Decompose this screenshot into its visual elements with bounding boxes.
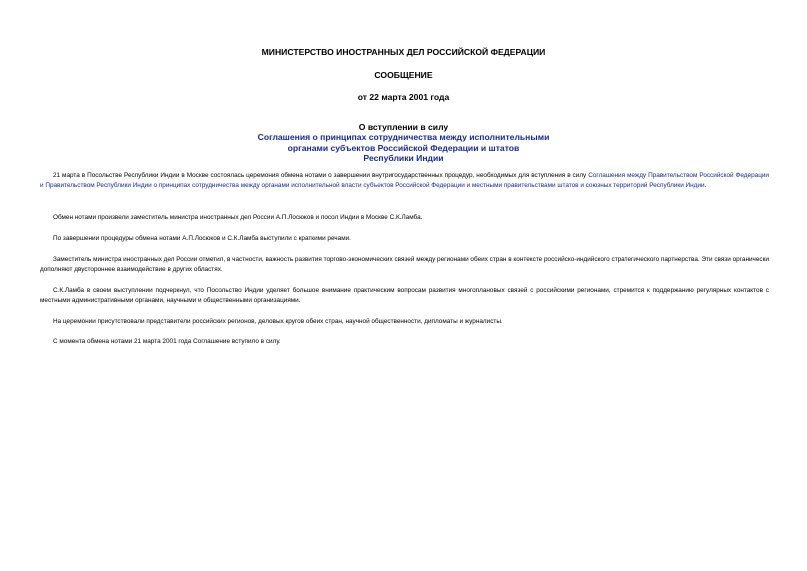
document-body-2 [40, 213, 769, 223]
subtitle-line-1: Соглашения о принципах сотрудничества между исполнительными [257, 132, 550, 142]
paragraph-6: На церемонии присутствовали представители российских регионов, деловых кругов обеих стран, научной общественности, дипломаты и журналисты. [53, 318, 503, 325]
document-body-5 [40, 286, 769, 306]
document-date: от 22 марта 2001 года [357, 92, 450, 102]
paragraph-4: Заместитель министра иностранных дел России отметил, в частности, важность развития торгово-экономических связей между регионами обеих стран в контексте российско-индийского стратегического партнерства. Эти связи органически дополняют двустороннее взаимодействие в других областях. [40, 256, 769, 273]
subtitle-line-3: Республики Индии [363, 153, 444, 163]
paragraph-5: С.К.Ламба в своем выступлении подчеркнул, что Посольство Индии уделяет большое внимание практическим вопросам развития многоплановых связей с российскими регионами, стремится к поддержанию регулярных контактов с местными административными органами, научными и общественными организациями. [40, 287, 769, 304]
document-body-6 [40, 317, 769, 327]
document-body-4 [40, 255, 769, 275]
subtitle-line-2: органами субъектов Российской Федерации и штатов [287, 143, 520, 153]
paragraph-1 [40, 171, 769, 191]
paragraph-7: С момента обмена нотами 21 марта 2001 года Соглашение вступило в силу. [53, 338, 281, 345]
document-title: О вступлении в силу [358, 122, 449, 132]
paragraph-2: Обмен нотами произвели заместитель министра иностранных дел России А.П.Лосюков и посол Индии в Москве С.К.Ламба. [53, 214, 423, 221]
paragraph-1-end: . [704, 182, 707, 189]
paragraph-1-text: 21 марта в Посольстве Республики Индии в Москве состоялась церемония обмена нотами о завершении внутригосударственных процедур, необходимых для вступления в силу [53, 172, 589, 179]
document-body-3 [40, 234, 769, 244]
paragraph-3: По завершении процедуры обмена нотами А.П.Лосюков и С.К.Ламба выступили с краткими речами. [53, 235, 351, 242]
document-type: СООБЩЕНИЕ [374, 70, 433, 80]
document-body-7 [40, 337, 769, 347]
document-body [40, 171, 769, 191]
agreement-link[interactable]: Соглашения между Правительством Российской Федерации и Правительством Республики Индии о принципах сотрудничества между органами исполнительной власти субъектов Российской Федерации и местными правительствами штатов и союзных территорий Республики Индии [40, 172, 769, 189]
ministry-heading: МИНИСТЕРСТВО ИНОСТРАННЫХ ДЕЛ РОССИЙСКОЙ ФЕДЕРАЦИИ [261, 47, 546, 57]
